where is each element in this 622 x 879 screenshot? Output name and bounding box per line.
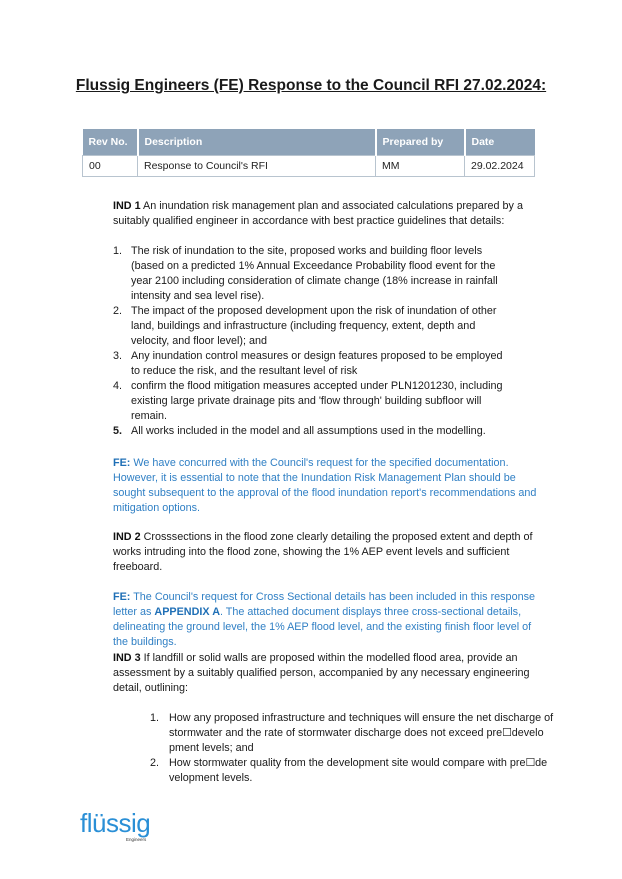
header-rev-no: Rev No. xyxy=(83,129,138,156)
list-item xyxy=(150,756,555,786)
cell-prepared-by: MM xyxy=(376,156,465,177)
fe2-response xyxy=(113,590,549,650)
table-row xyxy=(83,156,535,177)
fe1-label: FE: xyxy=(113,457,131,469)
list-item xyxy=(113,304,513,349)
list-number: 2. xyxy=(150,757,160,769)
ind1-paragraph xyxy=(113,199,549,229)
list-item-text: The impact of the proposed development upon the risk of inundation of other land, buildings and infrastructure (including frequency, extent, depth and velocity, and floor level); and xyxy=(131,305,497,347)
list-item xyxy=(113,424,513,439)
fe1-text: We have concurred with the Council's request for the specified documentation. However, it is essential to note that the Inundation Risk Management Plan should be sought subsequent to the approval of the flood inundation report's recommendations and mitigation options. xyxy=(113,457,537,514)
ind1-label: IND 1 xyxy=(113,200,141,212)
fe2-label: FE: xyxy=(113,591,131,603)
list-number: 3. xyxy=(113,350,123,362)
list-number: 1. xyxy=(113,245,123,257)
list-item-text: How stormwater quality from the development site would compare with pre☐de velopment levels. xyxy=(169,757,548,784)
list-item xyxy=(113,244,513,304)
cell-description: Response to Council's RFI xyxy=(138,156,376,177)
appendix-link: APPENDIX A xyxy=(154,606,220,618)
page-title: Flussig Engineers (FE) Response to the Council RFI 27.02.2024: xyxy=(75,77,547,94)
logo-subtitle: Engineers xyxy=(126,837,147,842)
fe1-response xyxy=(113,456,549,516)
list-number: 5. xyxy=(113,425,123,437)
cell-rev-no: 00 xyxy=(83,156,138,177)
list-item-text: The risk of inundation to the site, proposed works and building floor levels (based on a predicted 1% Annual Exceedance Probability flood event for the year 2100 including consideration of climate change (18% increase in rainfall intensity and sea level rise). xyxy=(131,245,498,302)
header-prepared-by: Prepared by xyxy=(376,129,465,156)
header-date: Date xyxy=(465,129,535,156)
list-item xyxy=(150,711,555,756)
ind1-text: An inundation risk management plan and associated calculations prepared by a suitably qualified engineer in accordance with best practice guidelines that details: xyxy=(113,200,523,227)
logo-wordmark: flüssig xyxy=(80,808,151,838)
ind3-paragraph xyxy=(113,651,533,696)
ind3-text: If landfill or solid walls are proposed within the modelled flood area, provide an assessment by a suitably qualified person, accompanied by any necessary engineering detail, outlining: xyxy=(113,652,530,694)
revision-table xyxy=(82,129,535,177)
ind3-list xyxy=(150,711,555,786)
list-item-text: Any inundation control measures or design features proposed to be employed to reduce the risk, and the resultant level of risk xyxy=(131,350,503,377)
list-item-text: All works included in the model and all assumptions used in the modelling. xyxy=(131,425,486,437)
ind2-text: Crosssections in the flood zone clearly detailing the proposed extent and depth of works intruding into the flood zone, showing the 1% AEP event levels and sufficient freeboard. xyxy=(113,531,533,573)
fe2-text-b: . The attached document displays three cross-sectional details, delineating the ground level, the 1% AEP flood level, and the existing finish floor level of the buildings. xyxy=(113,606,532,648)
ind2-paragraph xyxy=(113,530,549,575)
list-item xyxy=(113,349,513,379)
list-item-text: confirm the flood mitigation measures accepted under PLN1201230, including existing large private drainage pits and 'flow through' building subfloor will remain. xyxy=(131,380,503,422)
list-item-text: How any proposed infrastructure and techniques will ensure the net discharge of stormwater and the rate of stormwater discharge does not exceed pre☐develo pment levels; and xyxy=(169,712,554,754)
revision-table-header xyxy=(83,129,535,156)
header-description: Description xyxy=(138,129,376,156)
list-number: 2. xyxy=(113,305,123,317)
ind2-label: IND 2 xyxy=(113,531,141,543)
ind3-label: IND 3 xyxy=(113,652,141,664)
cell-date: 29.02.2024 xyxy=(465,156,535,177)
fe2-text-a: The Council's request for Cross Sectional details has been included in this response letter as xyxy=(113,591,535,618)
list-number: 4. xyxy=(113,380,123,392)
list-number: 1. xyxy=(150,712,160,724)
list-item xyxy=(113,379,513,424)
ind1-list xyxy=(113,244,513,439)
company-logo xyxy=(80,808,170,848)
